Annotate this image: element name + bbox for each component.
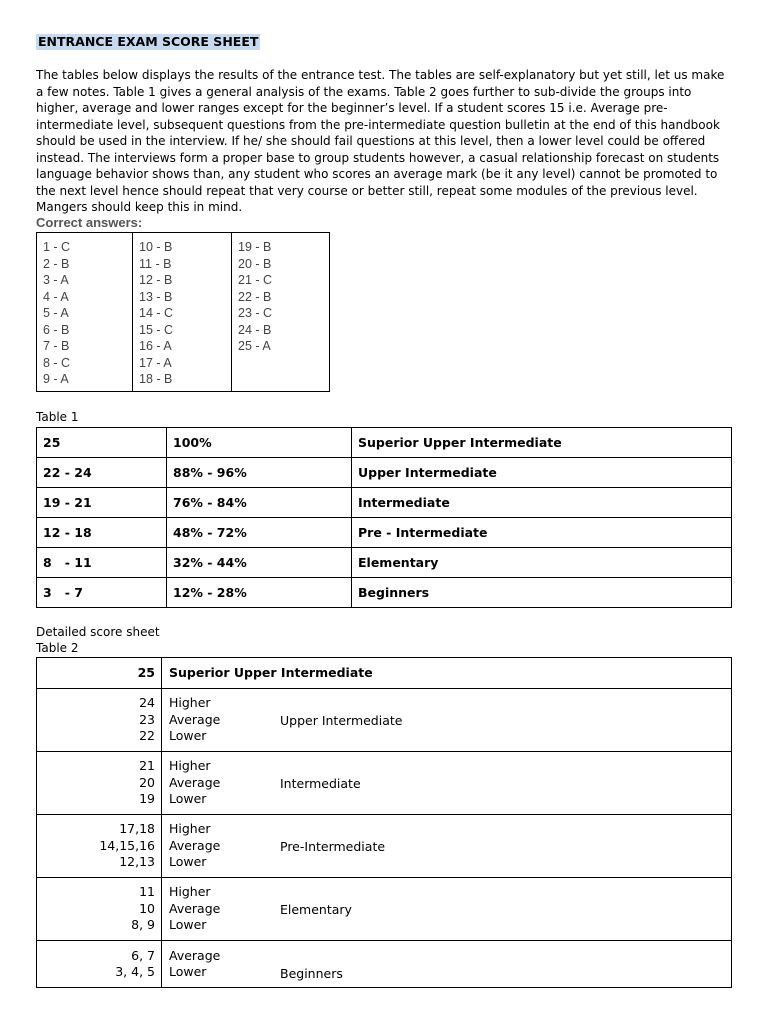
answer-item: 25 - A: [238, 339, 271, 353]
answer-item: 2 - B: [43, 256, 70, 271]
answer-column-1: [37, 233, 133, 391]
score-value: 8, 9: [131, 917, 155, 933]
level-cell: Beginners: [352, 578, 732, 608]
page-title: ENTRANCE EXAM SCORE SHEET: [38, 34, 259, 49]
answer-item: 19 - B: [238, 240, 272, 254]
detail-cell: [162, 941, 732, 988]
sub-level-label: Lower: [169, 728, 207, 744]
answer-item: 11 - B: [139, 256, 172, 271]
sub-level-label: Higher: [169, 695, 211, 711]
answer-item: 8 - C: [43, 355, 71, 370]
sub-level-label: Average: [169, 711, 221, 727]
sub-level-label: Lower: [169, 791, 207, 807]
sub-level-label: Average: [169, 774, 221, 790]
percent-cell: 100%: [167, 428, 352, 458]
level-label: Pre-Intermediate: [280, 838, 386, 854]
level-cell: Intermediate: [352, 488, 732, 518]
percent-cell: 48% - 72%: [167, 518, 352, 548]
score-value: 21: [139, 758, 155, 774]
table-1: [36, 427, 732, 608]
score-value: 22: [139, 728, 155, 744]
table-row: [37, 658, 732, 689]
detail-cell: [162, 878, 732, 941]
sub-level-label: Lower: [169, 854, 207, 870]
detail-cell: [162, 658, 732, 689]
sub-level-label: Superior Upper Intermediate: [169, 664, 373, 680]
answer-item: 12 - B: [139, 273, 173, 287]
sub-level-label: Higher: [169, 758, 211, 774]
answer-item: 21 - C: [238, 273, 273, 287]
sub-level-label: Lower: [169, 964, 207, 979]
answer-item: 10 - B: [139, 240, 173, 254]
level-cell: Superior Upper Intermediate: [352, 428, 732, 458]
answer-item: 24 - B: [238, 322, 272, 337]
score-cell: [37, 941, 162, 988]
level-cell: Upper Intermediate: [352, 458, 732, 488]
table-2: [36, 657, 732, 988]
table-row: [37, 689, 732, 752]
answer-item: 13 - B: [139, 289, 173, 304]
sub-level-label: Average: [169, 900, 221, 916]
table-row: [37, 941, 732, 988]
answer-item: 7 - B: [43, 339, 70, 353]
level-label: Intermediate: [280, 775, 361, 791]
sub-level-label: Average: [169, 947, 221, 963]
detail-cell: [162, 689, 732, 752]
answer-item: 15 - C: [139, 322, 174, 337]
correct-answers-label: Correct answers:: [36, 215, 143, 230]
answer-item: 9 - A: [43, 372, 69, 386]
intro-paragraph: The tables below displays the results of the entrance test. The tables are self-explanatory but yet still, let us make a few notes. Table 1 gives a general analysis of the exams. Table 2 goes further to sub-divide the groups into higher, average and lower ranges except for the beginner’s level. If a student scores 15 i.e. Average pre-intermediate level, subsequent questions from the pre-intermediate question bulletin at the end of this handbook should be used in the interview. If he/ she should fail questions at this level, then a lower level could be offered instead. The interviews form a proper base to group students however, a casual relationship forecast on students language behavior shows than, any student who scores an average mark (be it any level) cannot be promoted to the next level hence should repeat that very course or better still, repeat some modules of the previous level. Mangers should keep this in mind.: [36, 68, 725, 214]
score-value: 17,18: [119, 821, 155, 837]
table-row: [37, 752, 732, 815]
detail-cell: [162, 815, 732, 878]
table2-label: Table 2: [36, 641, 79, 655]
score-cell: [37, 689, 162, 752]
answer-item: 6 - B: [43, 322, 70, 337]
score-range-cell: 25: [37, 428, 167, 458]
answer-column-2: [133, 233, 232, 391]
sub-level-label: Higher: [169, 884, 211, 900]
score-cell: [37, 658, 162, 689]
detailed-score-label: Detailed score sheet: [36, 625, 160, 639]
answer-item: 5 - A: [43, 306, 69, 320]
answer-item: 16 - A: [139, 339, 172, 353]
answer-item: 17 - A: [139, 355, 172, 370]
score-value: 3, 4, 5: [115, 964, 155, 979]
score-cell: [37, 815, 162, 878]
score-value: 20: [139, 774, 155, 790]
score-value: 10: [139, 900, 155, 916]
table-row: [37, 428, 732, 458]
score-value: 6, 7: [131, 947, 155, 963]
score-value: 25: [137, 664, 155, 680]
score-range-cell: 19 - 21: [37, 488, 167, 518]
score-value: 24: [139, 695, 155, 711]
percent-cell: 76% - 84%: [167, 488, 352, 518]
table-row: [37, 578, 732, 608]
score-range-cell: 12 - 18: [37, 518, 167, 548]
score-value: 12,13: [119, 854, 155, 870]
answer-key-grid: [36, 232, 330, 392]
sub-level-label: Average: [169, 837, 221, 853]
table-row: [37, 488, 732, 518]
table-row: [37, 518, 732, 548]
score-value: 19: [139, 791, 155, 807]
answer-item: 18 - B: [139, 372, 173, 386]
answer-item: 4 - A: [43, 289, 69, 304]
sub-level-label: Higher: [169, 821, 211, 837]
level-label: Upper Intermediate: [280, 712, 403, 728]
answer-item: 3 - A: [43, 273, 69, 287]
table-row: [37, 878, 732, 941]
level-label: Elementary: [280, 901, 352, 917]
percent-cell: 88% - 96%: [167, 458, 352, 488]
answer-item: 20 - B: [238, 256, 272, 271]
score-value: 11: [139, 884, 155, 900]
score-range-cell: 3 - 7: [37, 578, 167, 608]
score-range-cell: 8 - 11: [37, 548, 167, 578]
table-row: [37, 815, 732, 878]
sub-level-label: Lower: [169, 917, 207, 933]
table-row: [37, 548, 732, 578]
answer-item: 14 - C: [139, 306, 174, 320]
answer-item: 23 - C: [238, 306, 273, 320]
answer-item: 1 - C: [43, 240, 71, 254]
percent-cell: 32% - 44%: [167, 548, 352, 578]
score-range-cell: 22 - 24: [37, 458, 167, 488]
level-cell: Pre - Intermediate: [352, 518, 732, 548]
score-cell: [37, 752, 162, 815]
score-value: 14,15,16: [99, 837, 155, 853]
detail-cell: [162, 752, 732, 815]
answer-column-3: [232, 233, 329, 391]
table1-label: Table 1: [36, 410, 79, 424]
percent-cell: 12% - 28%: [167, 578, 352, 608]
score-value: 23: [139, 711, 155, 727]
level-label: Beginners: [280, 965, 343, 981]
level-cell: Elementary: [352, 548, 732, 578]
table-row: [37, 458, 732, 488]
score-cell: [37, 878, 162, 941]
answer-item: 22 - B: [238, 289, 272, 304]
